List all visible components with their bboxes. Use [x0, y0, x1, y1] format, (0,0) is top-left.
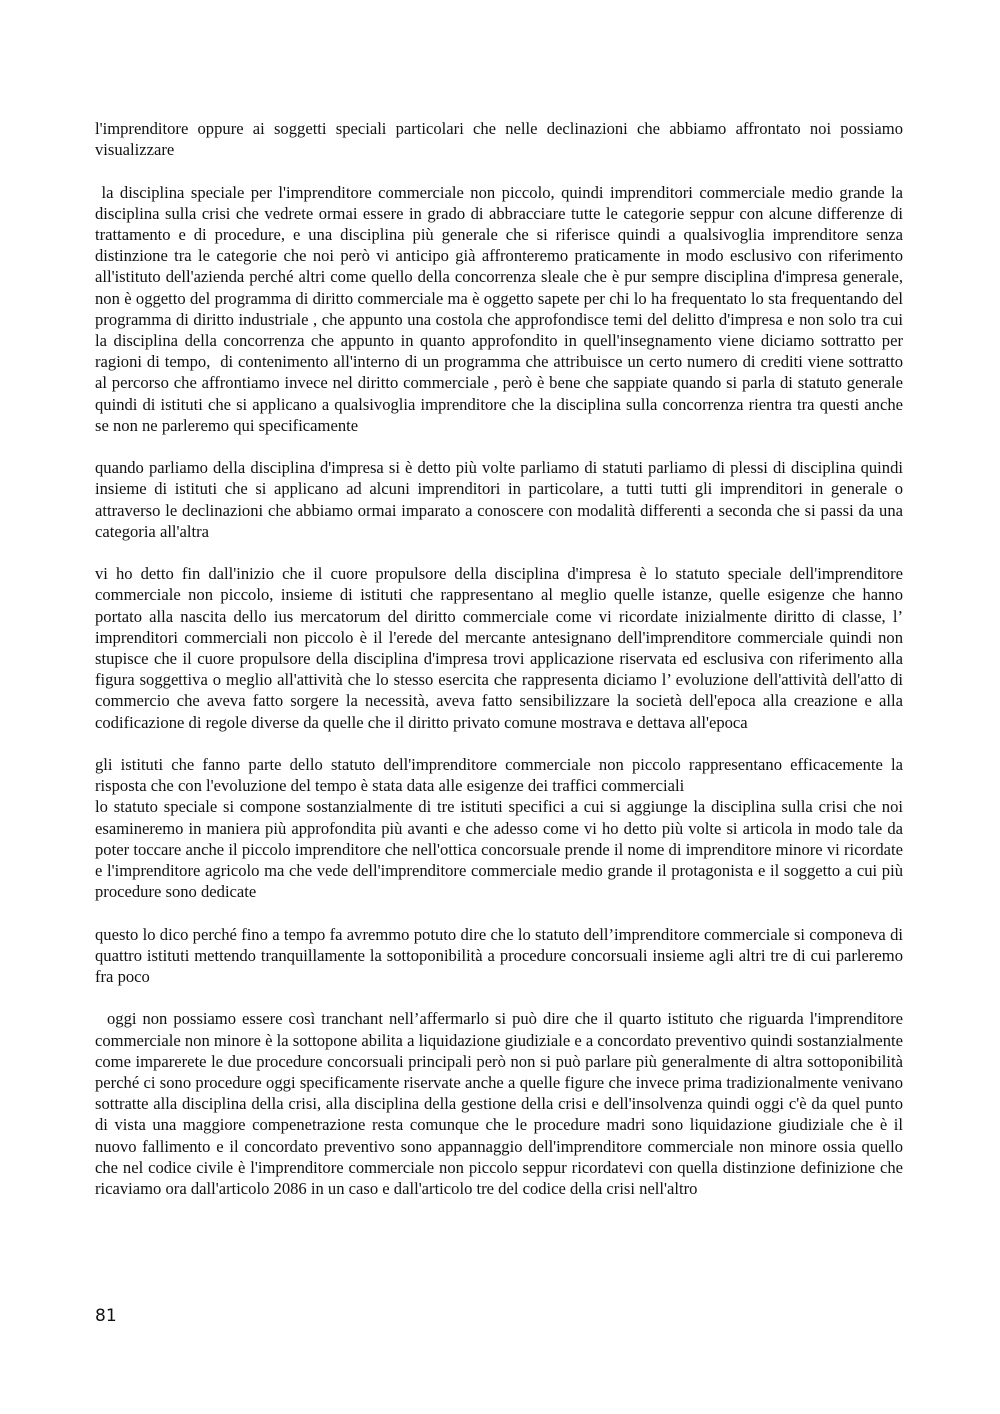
paragraph: oggi non possiamo essere così tranchant nell’affermarlo si può dire che il quarto istituto che riguarda l'imprenditore commerciale non minore è la sottopone abilita a liquidazione giudiziale e a concordato preventivo quindi sostanzialmente come imparerete le due procedure concorsuali principali però non si può parlare più generalmente di altra sottoponibilità perché ci sono procedure oggi specificamente riservate anche a quelle figure che invece prima tradizionalmente venivano sottratte alla disciplina della crisi, alla disciplina della gestione della crisi e dell'insolvenza quindi oggi c'è da quel punto di vista una maggiore compenetrazione resta comunque che le procedure madri sono liquidazione giudiziale che è il nuovo fallimento e il concordato preventivo sono appannaggio dell'imprenditore commerciale non minore ossia quello che nel codice civile è l'imprenditore commerciale non piccolo seppur ricordatevi con quella distinzione definizione che ricaviamo ora dall'articolo 2086 in un caso e dall'articolo tre del codice della crisi nell'altro: [95, 1009, 908, 1199]
paragraph: questo lo dico perché fino a tempo fa avremmo potuto dire che lo statuto dell’imprenditore commerciale si componeva di quattro istituti mettendo tranquillamente la sottoponibilità a procedure concorsuali insieme agli altri tre di cui parleremo fra poco: [95, 924, 908, 987]
paragraph: la disciplina speciale per l'imprenditore commerciale non piccolo, quindi imprenditori commerciale medio grande la disciplina sulla crisi che vedrete ormai essere in grado di abbracciare tutte le categorie seppur con alcune differenze di trattamento e di procedure, e una disciplina più generale che si riferisce quindi a qualsivoglia imprenditore senza distinzione tra le categorie che noi però vi anticipo già affronteremo praticamente in modo esclusivo con riferimento all'istituto dell'azienda perché altri come quello della concorrenza sleale che è pur sempre disciplina d'impresa generale, non è oggetto del programma di diritto commerciale ma è oggetto sapete per chi lo ha frequentato lo sta frequentando del programma di diritto industriale , che appunto una costola che approfondisce temi del delitto d'impresa e non solo tra cui la disciplina della concorrenza che appunto in quanto approfondito in quell'insegnamento viene diciamo sottratto per ragioni di tempo, di contenimento all'interno di un programma che attribuisce un certo numero di crediti viene sottratto al percorso che affrontiamo invece nel diritto commerciale , però è bene che sappiate quando si parla di statuto generale quindi di istituti che si applicano a qualsivoglia imprenditore che la disciplina sulla concorrenza rientra tra questi anche se non ne parleremo qui specificamente: [95, 182, 908, 435]
document-body: [95, 118, 908, 1220]
paragraph: quando parliamo della disciplina d'impresa si è detto più volte parliamo di statuti parliamo di plessi di disciplina quindi insieme di istituti che si applicano ad alcuni imprenditori in particolare, a tutti tutti gli imprenditori in generale o attraverso le declinazioni che abbiamo ormai imparato a conoscere con modalità differenti a seconda che si passi da una categoria all'altra: [95, 458, 908, 541]
paragraph: gli istituti che fanno parte dello statuto dell'imprenditore commerciale non piccolo rappresentano efficacemente la risposta che con l'evoluzione del tempo è stata data alle esigenze dei traffici commerciali: [95, 755, 908, 796]
paragraph: lo statuto speciale si compone sostanzialmente di tre istituti specifici a cui si aggiunge la disciplina sulla crisi che noi esamineremo in maniera più approfondita più avanti e che adesso come vi ho detto più volte si articola in modo tale da poter toccare anche il piccolo imprenditore che nell'ottica concorsuale prende il nome di imprenditore minore vi ricordate e l'imprenditore agricolo ma che vede dell'imprenditore commerciale medio grande il protagonista e il soggetto a cui più procedure sono dedicate: [95, 797, 908, 902]
paragraph: l'imprenditore oppure ai soggetti speciali particolari che nelle declinazioni che abbiamo affrontato noi possiamo visualizzare: [95, 119, 908, 160]
page-number: 81: [95, 1306, 117, 1326]
paragraph: vi ho detto fin dall'inizio che il cuore propulsore della disciplina d'impresa è lo statuto speciale dell'imprenditore commerciale non piccolo, insieme di istituti che rappresentano al meglio quelle istanze, quelle esigenze che hanno portato alla nascita dello ius mercatorum del diritto commerciale come vi ricordate inizialmente diritto di classe, l’ imprenditori commerciali non piccolo è il l'erede del mercante antesignano dell'imprenditore commerciale quindi non stupisce che il cuore propulsore della disciplina d'impresa trovi applicazione riservata ed esclusiva con riferimento alla figura soggettiva o meglio all'attività che lo stesso esercita che rappresenta diciamo l’ evoluzione dell'attività dell'atto di commercio che aveva fatto sorgere la necessità, aveva fatto sensibilizzare la società dell'epoca alla creazione e alla codificazione di regole diverse da quelle che il diritto privato comune mostrava e dettava all'epoca: [95, 564, 908, 732]
